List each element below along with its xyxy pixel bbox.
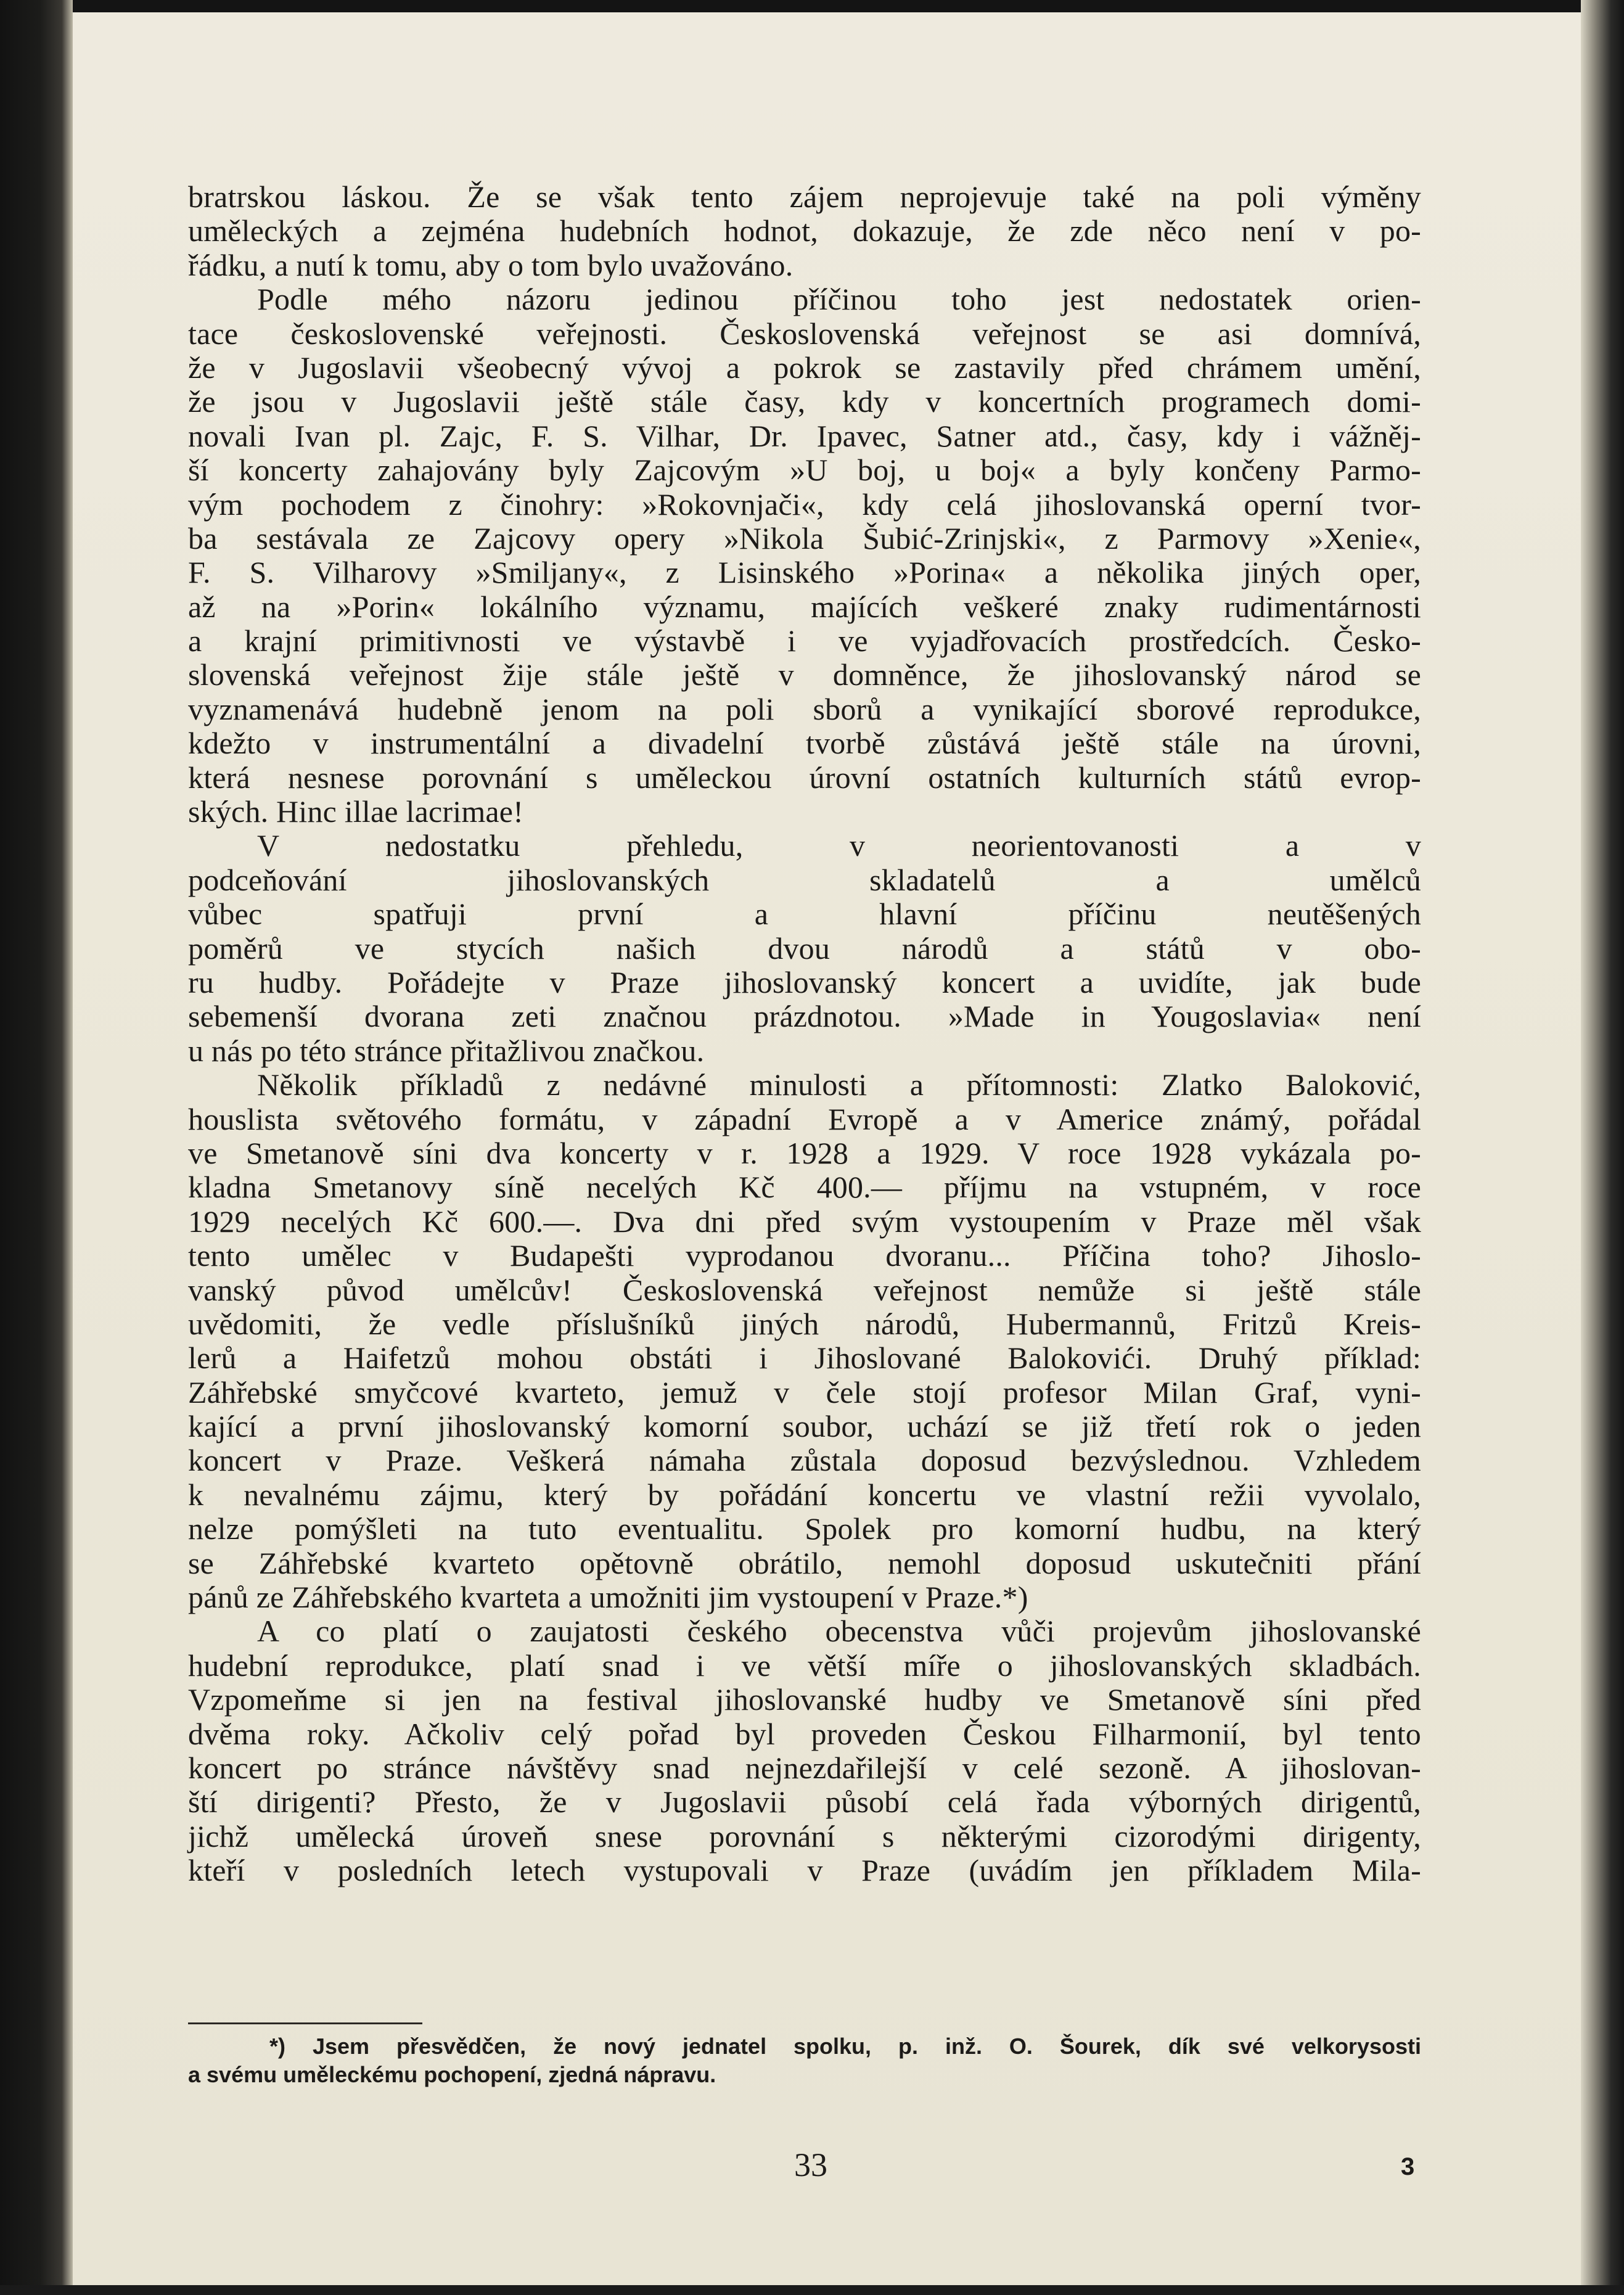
text-line: sebemenší dvorana zeti značnou prázdnotou. »Made in Yougoslavia« není bbox=[188, 999, 1421, 1034]
text-line-emphasis: podceňování jihoslovanských skladatelů a umělců bbox=[188, 862, 1421, 897]
text-line: ru hudby. Pořádejte v Praze jihoslovanský koncert a uvidíte, jak bude bbox=[188, 964, 1421, 1000]
footnote-line: *) Jsem přesvědčen, že nový jednatel spolku, p. inž. O. Šourek, dík své velkorysosti bbox=[269, 2034, 1421, 2059]
text-line-emphasis: poměrů ve stycích našich dvou národů a států v obo- bbox=[188, 930, 1421, 966]
scan-border-right bbox=[1581, 0, 1624, 2295]
text-line: Vzpomeňme si jen na festival jihoslovanské hudby ve Smetanově síni před bbox=[188, 1682, 1421, 1717]
text-line: ve Smetanově síni dva koncerty v r. 1928 a 1929. V roce 1928 vykázala po- bbox=[188, 1135, 1421, 1170]
text-line: vým pochodem z činohry: »Rokovnjači«, kdy celá jihoslovanská operní tvor- bbox=[188, 487, 1421, 522]
text-line: a krajní primitivnosti ve výstavbě i ve vyjadřovacích prostředcích. Česko- bbox=[188, 623, 1421, 659]
text-line: Podle mého názoru jedinou příčinou toho jest nedostatek orien- bbox=[257, 282, 1421, 317]
text-line: Několik příkladů z nedávné minulosti a přítomnosti: Zlatko Baloković, bbox=[257, 1067, 1421, 1102]
text-line-emphasis: vůbec spatřuji první a hlavní příčinu neutěšených bbox=[188, 897, 1421, 932]
page-number: 33 bbox=[794, 2146, 827, 2183]
text-line: u nás po této stránce přitažlivou značkou. bbox=[188, 1033, 705, 1068]
signature-mark: 3 bbox=[1401, 2153, 1415, 2180]
scan-border-left bbox=[0, 0, 73, 2295]
text-line: že jsou v Jugoslavii ještě stále časy, kdy v koncertních programech domi- bbox=[188, 384, 1421, 419]
text-line: F. S. Vilharovy »Smiljany«, z Lisinského »Porina« a několika jiných oper, bbox=[188, 555, 1421, 590]
text-line: houslista světového formátu, v západní Evropě a v Americe známý, pořádal bbox=[188, 1101, 1421, 1136]
text-line: bratrskou láskou. Že se však tento zájem neprojevuje také na poli výměny bbox=[188, 179, 1421, 214]
text-line: uvědomiti, že vedle příslušníků jiných národů, Hubermannů, Fritzů Kreis- bbox=[188, 1306, 1421, 1341]
text-line: Záhřebské smyčcové kvarteto, jemuž v čele stojí profesor Milan Graf, vyni- bbox=[188, 1374, 1421, 1410]
text-line: že v Jugoslavii všeobecný vývoj a pokrok se zastavily před chrámem umění, bbox=[188, 350, 1421, 385]
text-line: kteří v posledních letech vystupovali v Praze (uvádím jen příkladem Mila- bbox=[188, 1853, 1421, 1888]
text-line: ba sestávala ze Zajcovy opery »Nikola Šubić-Zrinjski«, z Parmovy »Xenie«, bbox=[188, 520, 1421, 556]
text-line: až na »Porin« lokálního významu, majících veškeré znaky rudimentárnosti bbox=[188, 589, 1421, 624]
text-line: jichž umělecká úroveň snese porovnání s některými cizorodými dirigenty, bbox=[188, 1818, 1421, 1854]
scan-border-top bbox=[0, 0, 1624, 12]
text-line: ští dirigenti? Přesto, že v Jugoslavii působí celá řada výborných dirigentů, bbox=[188, 1784, 1421, 1820]
text-line-emphasis: V nedostatku přehledu, v neorientovanosti a v bbox=[257, 828, 1421, 863]
text-line: nelze pomýšleti na tuto eventualitu. Spolek pro komorní hudbu, na který bbox=[188, 1511, 1421, 1546]
text-line: tento umělec v Budapešti vyprodanou dvoranu... Příčina toho? Jihoslo- bbox=[188, 1238, 1421, 1273]
footnote-divider bbox=[188, 2022, 422, 2024]
body-text bbox=[188, 180, 1421, 1888]
text-line: tace československé veřejnosti. Československá veřejnost se asi domnívá, bbox=[188, 316, 1421, 351]
text-line: koncert po stránce návštěvy snad nejnezdařilejší v celé sezoně. A jihoslovan- bbox=[188, 1750, 1421, 1785]
text-line: řádku, a nutí k tomu, aby o tom bylo uvažováno. bbox=[188, 247, 794, 282]
text-line: kladna Smetanovy síně necelých Kč 400.— příjmu na vstupném, v roce bbox=[188, 1170, 1421, 1205]
text-line: kdežto v instrumentální a divadelní tvorbě zůstává ještě stále na úrovni, bbox=[188, 726, 1421, 761]
text-line: dvěma roky. Ačkoliv celý pořad byl proveden Českou Filharmonií, byl tento bbox=[188, 1716, 1421, 1751]
footnote-line: a svému uměleckému pochopení, zjedná nápravu. bbox=[188, 2062, 716, 2087]
text-line: ských. Hinc illae lacrimae! bbox=[188, 794, 524, 829]
text-line: pánů ze Záhřebského kvarteta a umožniti jim vystoupení v Praze.*) bbox=[188, 1580, 1028, 1615]
text-line: 1929 necelých Kč 600.—. Dva dni před svým vystoupením v Praze měl však bbox=[188, 1204, 1421, 1239]
text-line: A co platí o zaujatosti českého obecenstva vůči projevům jihoslovanské bbox=[257, 1614, 1421, 1649]
text-line: slovenská veřejnost žije stále ještě v domněnce, že jihoslovanský národ se bbox=[188, 657, 1421, 692]
text-line: kající a první jihoslovanský komorní soubor, uchází se již třetí rok o jeden bbox=[188, 1409, 1421, 1444]
text-line: uměleckých a zejména hudebních hodnot, dokazuje, že zde něco není v po- bbox=[188, 213, 1421, 248]
text-line: se Záhřebské kvarteto opětovně obrátilo, nemohl doposud uskutečniti přání bbox=[188, 1545, 1421, 1580]
text-line: novali Ivan pl. Zajc, F. S. Vilhar, Dr. Ipavec, Satner atd., časy, kdy i vážněj- bbox=[188, 418, 1421, 453]
footnote bbox=[188, 2032, 1421, 2089]
scan-border-bottom bbox=[0, 2285, 1624, 2295]
text-line: vanský původ umělcův! Československá veřejnost nemůže si ještě stále bbox=[188, 1272, 1421, 1307]
text-line: vyznamenává hudebně jenom na poli sborů a vynikající sborové reprodukce, bbox=[188, 691, 1421, 726]
text-line: ší koncerty zahajovány byly Zajcovým »U boj, u boj« a byly končeny Parmo- bbox=[188, 453, 1421, 488]
text-line: lerů a Haifetzů mohou obstáti i Jihoslované Balokovići. Druhý příklad: bbox=[188, 1340, 1421, 1376]
text-line: která nesnese porovnání s uměleckou úrovní ostatních kulturních států evrop- bbox=[188, 760, 1421, 795]
text-line: k nevalnému zájmu, který by pořádání koncertu ve vlastní režii vyvolalo, bbox=[188, 1477, 1421, 1512]
text-line: koncert v Praze. Veškerá námaha zůstala doposud bezvýslednou. Vzhledem bbox=[188, 1443, 1421, 1478]
text-line: hudební reprodukce, platí snad i ve větší míře o jihoslovanských skladbách. bbox=[188, 1648, 1421, 1683]
